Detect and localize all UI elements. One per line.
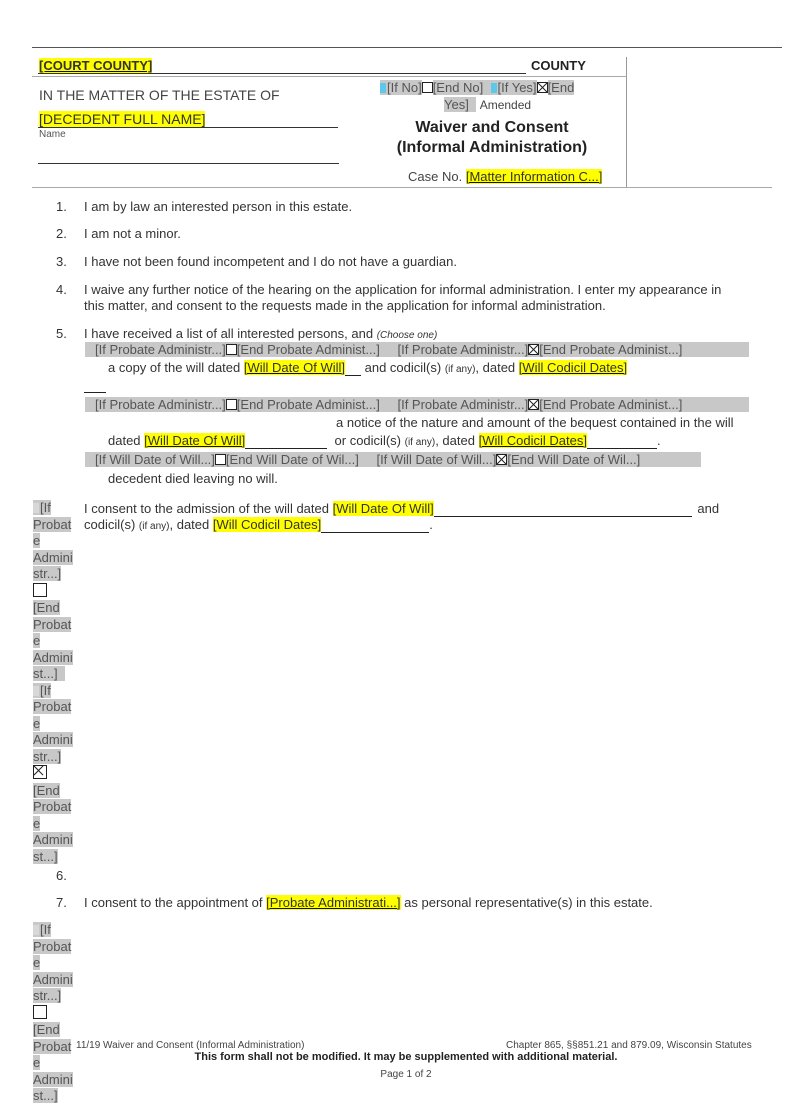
county-underline [38,73,526,74]
item-5-text [84,326,437,341]
if-any-hint: (if any) [404,437,436,448]
amended-checkbox[interactable] [537,82,548,93]
end-condition: [End Probate Administ...] [236,342,380,357]
item-6-text-line1 [84,501,719,517]
if-condition: [If Will Date of Will...] [95,452,215,467]
item-5-number: 5. [56,326,67,341]
item-2-number: 2. [56,226,67,241]
codicil-dates-field[interactable]: [Will Codicil Dates] [478,433,587,448]
amended-line2 [444,96,531,114]
item7-option-checkbox[interactable] [33,1005,47,1019]
form-title-line2: (Informal Administration) [396,139,588,156]
footer-statutes: Chapter 865, §§851.21 and 879.09, Wisconsin Statutes [506,1040,752,1051]
field-marker-icon [33,686,39,696]
personal-representative-field[interactable]: [Probate Administrati...] [266,895,401,910]
cond-word: [If [33,500,51,515]
not-amended-checkbox[interactable] [422,82,433,93]
if-any-hint: (if any) [444,364,476,375]
end-no-condition: [End No] [432,80,484,95]
end-yes-condition: [End [547,80,575,95]
codicil-text: codicil(s) [84,517,136,532]
blank-line [587,433,657,449]
notice-of-bequest-checkbox[interactable] [226,399,237,410]
blank-line [434,501,692,517]
copy-of-will-alt-checkbox[interactable] [528,344,539,355]
blank-line [245,433,327,449]
dated-text: , dated [169,517,210,532]
case-no-field[interactable]: [Matter Information C...] [465,169,603,184]
item-3-text: I have not been found incompetent and I do not have a guardian. [84,254,457,269]
codicil-dates-field[interactable]: [Will Codicil Dates] [212,517,322,532]
consent-admission-text: I consent to the admission of the will dated [84,501,329,516]
item-1-text: I am by law an interested person in this estate. [84,199,353,214]
case-number [408,169,602,184]
footer-notice: This form shall not be modified. It may be supplemented with additional material. [194,1051,618,1063]
end-condition: [End Will Date of Wil...] [225,452,359,467]
will-date-field[interactable]: [Will Date Of Will] [243,360,345,375]
item-6-text-line2: codicil(s) (if any), dated [Will Codicil Dates] . [84,517,433,532]
top-rule [32,47,782,48]
name-label: Name [39,129,66,140]
item5-option2-conditions [85,397,749,412]
no-will-alt-checkbox[interactable] [496,454,507,465]
copy-of-will-checkbox[interactable] [226,344,237,355]
notice-text: a notice of the nature and amount of the bequest contained in the will [336,415,734,430]
if-yes-condition: [If Yes] [491,80,537,95]
caption-top-rule [32,76,626,77]
notice-dated-line: dated [Will Date Of Will] or codicil(s) (if any), dated [Will Codicil Dates] . [108,433,661,448]
trailing-blank [84,377,106,393]
item-3-number: 3. [56,254,67,269]
caption-divider [626,57,627,187]
caption-bottom-rule [32,187,772,188]
item6-option-a-checkbox[interactable] [33,583,47,597]
if-condition: [If Probate Administr...] [95,342,226,357]
dated-label: dated [108,433,141,448]
field-marker-icon [33,503,39,513]
if-condition: [If Probate Administr...] [397,342,529,357]
item-6-number: 6. [56,868,67,883]
no-will-text: decedent died leaving no will. [108,471,278,486]
or-codicil-text: or codicil(s) [334,433,401,448]
form-title [378,118,606,158]
spacer [483,80,490,95]
choose-one-hint: (Choose one) [376,330,438,341]
item7-side-conditions: [If Probat e Admini str...] [End Probat e Admini st...] [33,922,73,1103]
dated-text: , dated [475,360,516,375]
field-marker-icon [33,925,39,935]
no-will-checkbox[interactable] [215,454,226,465]
end-yes-condition-cont: Yes] [444,97,469,112]
item-2-text: I am not a minor. [84,226,181,241]
item6-side-conditions: [If Probat e Admini str...] [End Probat e Admini st...] [If Probat e Admini str...] [End Probat e Admini st...] [33,500,73,864]
field-marker-icon [491,83,497,93]
field-marker-icon [380,83,386,93]
decedent-underline [38,127,338,128]
form-title-line1: Waiver and Consent [415,119,569,136]
court-county-field[interactable] [39,58,152,73]
spacer [469,97,476,112]
codicil-dates-field[interactable]: [Will Codicil Dates] [518,360,628,375]
court-county-value[interactable]: [COURT COUNTY] [39,58,153,73]
representative-text: as personal representative(s) in this estate. [404,895,653,910]
if-condition: [If Probate Administr...] [397,397,529,412]
and-codicil-text: and codicil(s) [364,360,442,375]
if-no-condition: [If No] [380,80,422,95]
appointment-text: I consent to the appointment of [84,895,263,910]
page-number: Page 1 of 2 [380,1069,432,1080]
item5-copy-of-will [108,360,627,376]
item-1-number: 1. [56,199,67,214]
notice-of-bequest-alt-checkbox[interactable] [528,399,539,410]
second-name-underline [38,163,339,164]
blank-line [345,360,361,376]
item-4-text-line2: this matter, and consent to the requests made in the application for informal administration. [84,298,606,313]
amended-toggle [380,79,610,96]
blank-line [321,517,429,533]
amended-label: Amended [479,98,532,112]
item-7-number: 7. [56,895,67,910]
county-label: COUNTY [531,58,586,73]
decedent-name-value[interactable]: [DECEDENT FULL NAME] [39,111,206,127]
end-condition: [End Will Date of Wil...] [507,452,641,467]
item-7-text [84,895,653,910]
if-condition: [If Will Date of Will...] [376,452,497,467]
item-4-number: 4. [56,282,67,297]
item-4-text-line1: I waive any further notice of the hearing on the application for informal administration. I enter my appearance in [84,282,722,297]
if-any-hint: (if any) [138,521,170,532]
estate-label: IN THE MATTER OF THE ESTATE OF [39,87,280,103]
item5-option3-conditions [85,452,701,467]
item5-option1-conditions [85,342,749,357]
will-date-field[interactable]: [Will Date Of Will] [144,433,246,448]
if-condition: [If Probate Administr...] [95,397,226,412]
will-date-field[interactable]: [Will Date Of Will] [332,501,434,516]
and-text: and [697,501,720,516]
end-condition: [End Probate Administ...] [539,342,683,357]
copy-of-will-text: a copy of the will dated [108,360,241,375]
item6-option-b-checkbox[interactable] [33,765,47,779]
footer-form-id: 11/19 Waiver and Consent (Informal Administration) [76,1040,305,1051]
item-5-label: I have received a list of all interested persons, and [84,326,374,341]
end-condition: [End Probate Administ...] [236,397,380,412]
decedent-name-field[interactable] [39,111,205,127]
dated-text: , dated [435,433,475,448]
case-no-label: Case No. [408,169,463,184]
end-condition: [End Probate Administ...] [539,397,683,412]
